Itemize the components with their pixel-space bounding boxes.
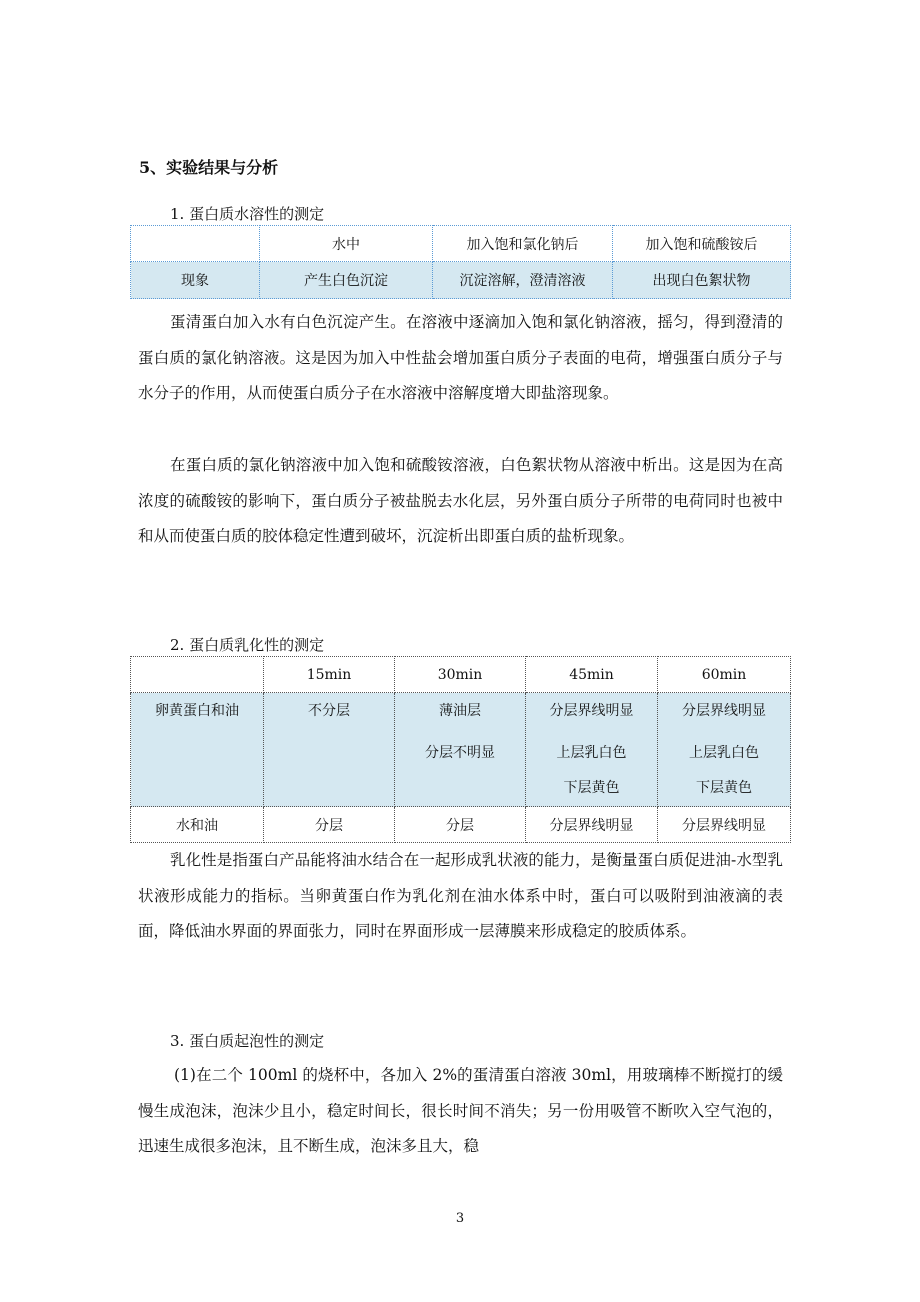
table-cell [395,693,526,807]
table-cell: 加入饱和氯化钠后 [433,226,613,262]
paragraph: 在蛋白质的氯化钠溶液中加入饱和硫酸铵溶液，白色絮状物从溶液中析出。这是因为在高浓度的硫酸铵的影响下，蛋白质分子被盐脱去水化层，另外蛋白质分子所带的电荷同时也被中和从而使蛋白质的胶体稳定性遭到破坏，沉淀析出即蛋白质的盐析现象。 [138,456,783,545]
table-cell: 水中 [260,226,433,262]
cell-line: 下层黄色 [563,780,620,796]
table-cell: 60min [658,657,791,693]
table-row [131,693,791,807]
table-cell: 现象 [131,262,260,299]
subsection-title-2: 2. 蛋白质乳化性的测定 [170,636,325,654]
table-cell: 分层 [264,807,395,843]
table-cell [264,693,395,807]
table-cell [131,226,260,262]
page-number: 3 [455,1211,465,1226]
table-cell: 15min [264,657,395,693]
table-cell: 分层界线明显 [526,807,658,843]
paragraph: 乳化性是指蛋白产品能将油水结合在一起形成乳状液的能力，是衡量蛋白质促进油-水型乳状液形成能力的指标。当卵黄蛋白作为乳化剂在油水体系中时，蛋白可以吸附到油液滴的表面，降低油水界面的界面张力，同时在界面形成一层薄膜来形成稳定的胶质体系。 [138,851,783,940]
cell-line: 薄油层 [439,703,481,719]
table-cell: 分层界线明显 [658,807,791,843]
cell-line: 下层黄色 [696,780,752,796]
table-cell: 加入饱和硫酸铵后 [613,226,791,262]
table-cell [526,693,658,807]
table-cell [131,693,264,807]
table-header-row [131,657,791,693]
table-cell: 产生白色沉淀 [260,262,433,299]
table-cell: 45min [526,657,658,693]
cell-line: 不分层 [308,703,350,719]
cell-line: 上层乳白色 [689,745,759,761]
subsection-title-3: 3. 蛋白质起泡性的测定 [170,1032,325,1050]
solubility-table [130,225,791,299]
cell-line: 卵黄蛋白和油 [155,703,239,719]
cell-line: 上层乳白色 [556,745,627,761]
cell-line: 分层界线明显 [549,703,634,719]
table-cell [131,657,264,693]
table-cell: 沉淀溶解，澄清溶液 [433,262,613,299]
emulsification-table [130,656,791,843]
table-cell: 水和油 [131,807,264,843]
paragraph: 蛋清蛋白加入水有白色沉淀产生。在溶液中逐滴加入饱和氯化钠溶液，摇匀，得到澄清的蛋白质的氯化钠溶液。这是因为加入中性盐会增加蛋白质分子表面的电荷，增强蛋白质分子与水分子的作用，从而使蛋白质分子在水溶液中溶解度增大即盐溶现象。 [138,313,783,402]
cell-line: 分层界线明显 [682,703,766,719]
section-heading: 5、实验结果与分析 [139,158,279,177]
paragraph: (1)在二个 100ml 的烧杯中，各加入 2%的蛋清蛋白溶液 30ml，用玻璃棒不断搅打的缓慢生成泡沫，泡沫少且小，稳定时间长，很长时间不消失；另一份用吸管不断吹入空气泡的，迅速生成很多泡沫，且不断生成，泡沫多且大，稳 [138,1066,783,1155]
table-cell: 30min [395,657,526,693]
table-cell: 分层 [395,807,526,843]
subsection-title-1: 1. 蛋白质水溶性的测定 [170,205,325,223]
table-header-row [131,226,791,262]
table-row [131,807,791,843]
table-cell [658,693,791,807]
table-cell: 出现白色絮状物 [613,262,791,299]
cell-line: 分层不明显 [425,745,495,761]
table-row [131,262,791,299]
